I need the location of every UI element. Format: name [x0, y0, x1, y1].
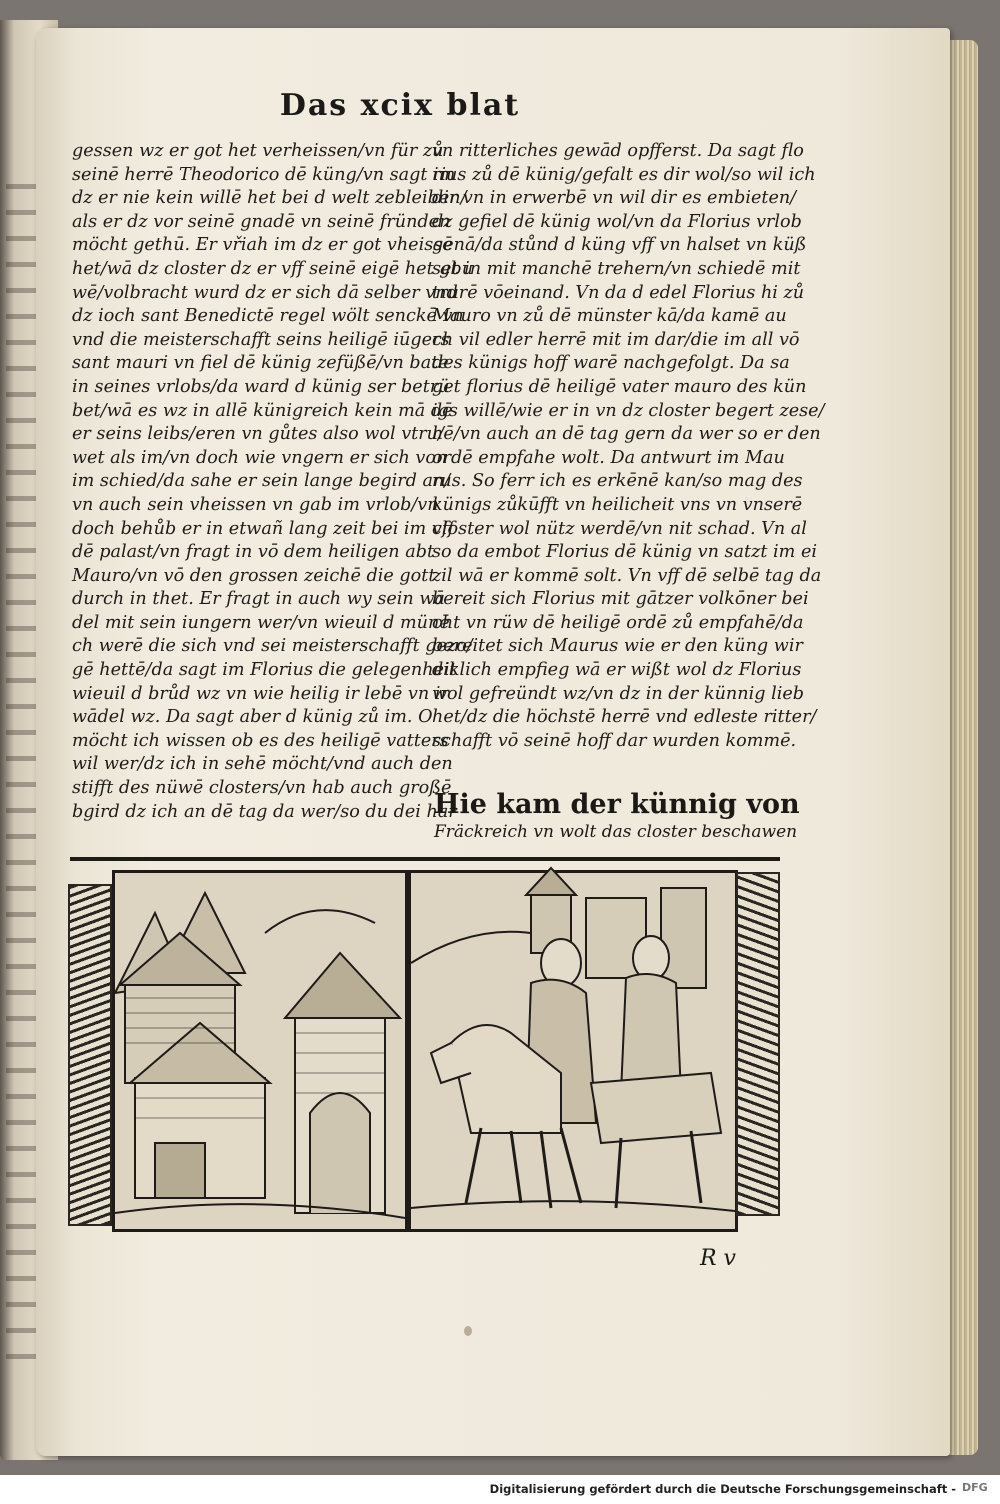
- text-line: ch vil edler herrē mit im dar/die im all vō: [432, 329, 800, 350]
- text-line: des künigs hoff warē nachgefolgt. Da sa: [432, 353, 790, 374]
- text-line: closter wol nütz werdē/vn nit schad. Vn al: [432, 518, 807, 539]
- text-line: set in mit manchē trehern/vn schiedē mit: [432, 258, 801, 279]
- text-column-right: [432, 140, 825, 753]
- text-line: künigs zůkūfft vn heilicheit vns vn vnserē: [432, 494, 803, 515]
- text-line: wē/volbracht wurd dz er sich dā selber vnd: [72, 282, 458, 303]
- woodcut-riders-scene: [408, 870, 738, 1232]
- text-line: durch in thet. Er fragt in auch wy sein wā: [72, 589, 445, 610]
- text-line: Mauro/vn vō den grossen zeichē die gott: [72, 565, 436, 586]
- text-line: wādel wz. Da sagt aber d künig zů im. O: [72, 707, 433, 728]
- text-line: wol gefreündt wz/vn dz in der künnig lieb: [432, 683, 805, 704]
- running-head: Das xcix blat: [279, 88, 521, 123]
- text-line: igs willē/wie er in vn dz closter begert zese/: [432, 400, 825, 421]
- text-line: möcht ich wissen ob es des heiligē vatters: [72, 730, 449, 751]
- text-line: gessen wz er got het verheissen/vn für zů: [72, 141, 444, 161]
- text-line: zil wā er kommē solt. Vn vff dē selbē tag da: [432, 565, 822, 586]
- text-line: bgird dz ich an dē tag da wer/so du dei har: [72, 801, 457, 822]
- text-line: trurē vōeinand. Vn da d edel Florius hi zů: [432, 282, 805, 303]
- text-line: bereit sich Florius mit gātzer volkōner bei: [432, 589, 809, 610]
- text-column-left: [72, 140, 474, 824]
- text-line: doch behůb er in etwañ lang zeit bei im vff: [72, 518, 455, 539]
- text-line: het/dz die höchstē herrē vnd edleste ritter/: [432, 707, 817, 728]
- text-line: dz gefiel dē künig wol/vn da Florius vrlob: [432, 211, 802, 232]
- paper-blemish: [464, 1326, 472, 1336]
- text-line: del mit sein iungern wer/vn wieuil d münē: [72, 612, 450, 633]
- text-line: wet als im/vn doch wie vngern er sich von: [72, 447, 448, 468]
- text-line: get florius dē heiligē vater mauro des kün: [432, 376, 807, 397]
- text-line: diklich empfieg wā er wißt wol dz Florius: [432, 660, 802, 681]
- ornamental-border-left: [68, 884, 112, 1226]
- text-line: so da embot Florius dē künig vn satzt im ei: [432, 542, 817, 563]
- text-line: stifft des nüwē closters/vn hab auch großē: [72, 778, 452, 799]
- text-line: dē palast/vn fragt in vō dem heiligen abt: [72, 542, 435, 563]
- text-line: als er dz vor seinē gnadē vn seinē fründen: [72, 211, 451, 232]
- text-line: wil wer/dz ich in sehē möcht/vnd auch den: [72, 754, 453, 775]
- text-line: seinē herrē Theodorico dē küng/vn sagt im: [72, 164, 456, 185]
- text-line: ordē empfahe wolt. Da antwurt im Mau: [432, 447, 785, 468]
- text-line: vnd die meisterschafft seins heiligē iūgers: [72, 329, 450, 350]
- ornamental-border-right: [736, 872, 780, 1216]
- text-line: ch werē die sich vnd sei meisterschafft gezo/: [72, 636, 473, 657]
- text-line: vn ritterliches gewād opfferst. Da sagt flo: [432, 141, 804, 161]
- text-line: schafft vō seinē hoff dar wurden kommē.: [432, 730, 797, 751]
- text-line: in seines vrlobs/da ward d künig ser betrü: [72, 376, 450, 397]
- text-line: het/wā dz closter dz er vff seinē eigē het gbu: [72, 258, 474, 279]
- text-line: wieuil d brůd wz vn wie heilig ir lebē vn ir: [72, 683, 449, 704]
- text-line: möcht gethū. Er vřiah im dz er got vheissē: [72, 235, 453, 256]
- text-line: bet/wā es wz in allē künigreich kein mā dē: [72, 400, 453, 421]
- text-line: rus. So ferr ich es erkēnē kan/so mag des: [432, 471, 803, 492]
- woodcut-top-rule: [70, 857, 780, 861]
- text-line: vn auch sein vheissen vn gab im vrlob/vn: [72, 494, 439, 515]
- text-line: er seins leibs/eren vn gůtes also wol vtru/: [72, 424, 444, 445]
- woodcut-illustration: [68, 864, 780, 1236]
- signature-mark: R v: [700, 1246, 736, 1271]
- funding-credit: Digitalisierung gefördert durch die Deutsche Forschungsgemeinschaft -: [489, 1482, 956, 1496]
- text-line: bereitet sich Maurus wie er den küng wir: [432, 636, 803, 657]
- text-line: rius zů dē künig/gefalt es dir wol/so wil ich: [432, 164, 816, 185]
- text-line: genā/da stůnd d küng vff vn halset vn küß: [432, 235, 807, 256]
- text-line: dz er nie kein willē het bei d welt zebleiben/: [72, 188, 467, 209]
- text-line: gē hettē/da sagt im Florius die gelegenheit: [72, 660, 457, 681]
- woodcut-town-scene: [112, 870, 408, 1232]
- text-line: dz ioch sant Benedictē regel wölt senckē vn: [72, 306, 464, 327]
- section-heading-line2: Fräckreich vn wolt das closter beschawen: [434, 822, 798, 842]
- footer-bar: [0, 1475, 1000, 1504]
- text-line: Mauro vn zů dē münster kā/da kamē au: [432, 306, 787, 327]
- section-heading: [434, 789, 800, 844]
- text-line: dir vn in erwerbē vn wil dir es embieten/: [432, 188, 797, 209]
- section-heading-line1: Hie kam der künnig von: [434, 789, 800, 820]
- text-line: im schied/da sahe er sein lange begird an/: [72, 471, 451, 492]
- text-line: hē/vn auch an dē tag gern da wer so er den: [432, 424, 821, 445]
- dfg-logo: DFG: [962, 1481, 988, 1494]
- text-line: cht vn rüw dē heiligē ordē zů empfahē/da: [432, 612, 804, 633]
- text-line: sant mauri vn fiel dē künig zefüßē/vn bate: [72, 353, 449, 374]
